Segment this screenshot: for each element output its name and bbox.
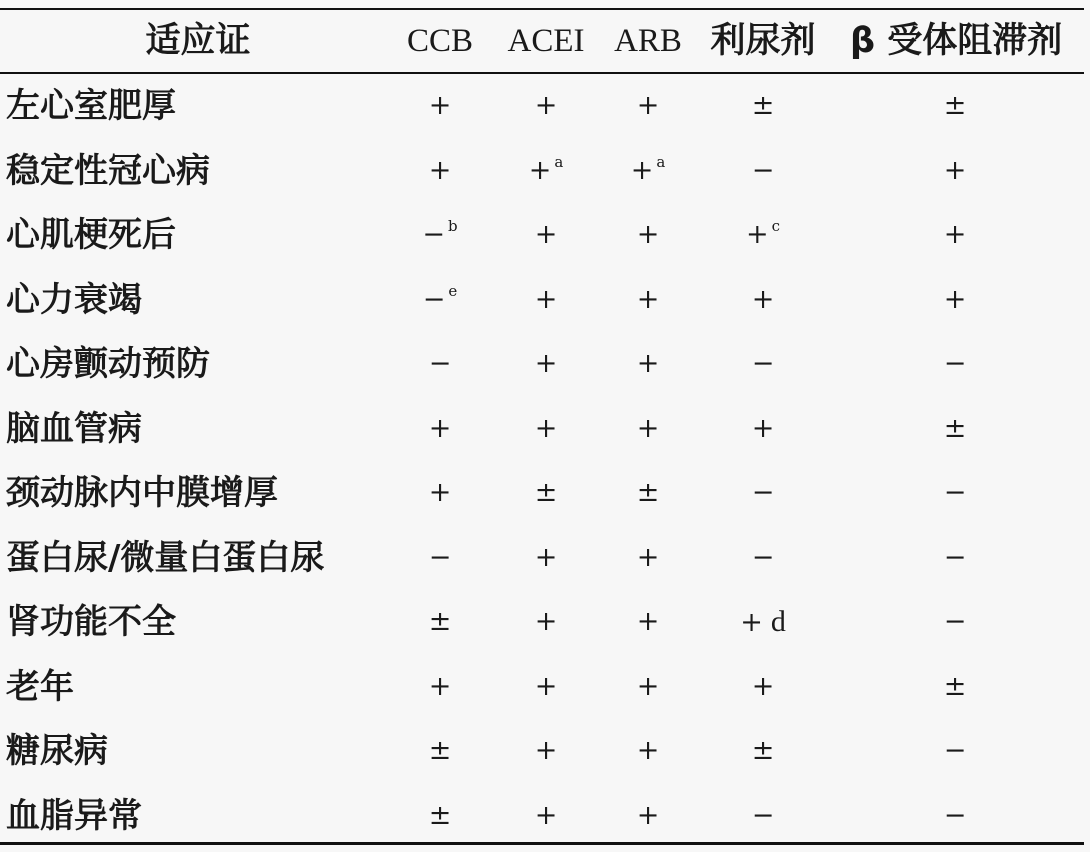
cell-value: ± xyxy=(943,670,967,702)
cell-beta-blocker xyxy=(850,203,1060,268)
cell-value: + xyxy=(534,412,558,444)
cell-arb xyxy=(588,526,708,591)
table-row xyxy=(0,268,1090,333)
cell-arb xyxy=(588,332,708,397)
cell-ccb xyxy=(380,203,500,268)
row-label: 左心室肥厚 xyxy=(6,86,176,126)
cell-beta-blocker xyxy=(850,332,1060,397)
cell-value: + xyxy=(636,90,660,121)
cell-value: + xyxy=(751,283,775,315)
header-ccb: CCB xyxy=(406,23,474,59)
table-header-row xyxy=(0,10,1090,72)
footnote-marker: a xyxy=(656,152,666,171)
cell-diuretic xyxy=(700,526,826,591)
cell-value: + xyxy=(534,670,558,702)
cell-ccb xyxy=(380,397,500,462)
cell-diuretic xyxy=(700,268,826,333)
cell-ccb xyxy=(380,784,500,849)
cell-beta-blocker xyxy=(850,719,1060,784)
cell-value: ± xyxy=(428,799,452,831)
cell-value: + xyxy=(534,90,558,121)
cell-diuretic xyxy=(700,655,826,720)
row-label: 糖尿病 xyxy=(6,731,108,771)
cell-arb xyxy=(588,74,708,139)
footnote-marker: b xyxy=(448,217,458,235)
cell-diuretic xyxy=(700,784,826,849)
cell-beta-blocker xyxy=(850,268,1060,333)
table-row xyxy=(0,397,1090,462)
cell-ccb xyxy=(380,461,500,526)
row-label: 心肌梗死后 xyxy=(6,215,176,255)
table-row xyxy=(0,139,1090,204)
cell-value: + xyxy=(428,412,452,444)
cell-value: ± xyxy=(943,412,967,444)
cell-value: − xyxy=(943,477,967,508)
cell-value: + xyxy=(636,219,660,250)
cell-value: ± xyxy=(428,606,452,637)
footnote-marker: c xyxy=(771,217,781,235)
cell-ccb xyxy=(380,332,500,397)
cell-value: − xyxy=(943,735,967,766)
cell-value: + xyxy=(636,348,660,379)
cell-diuretic xyxy=(700,461,826,526)
cell-value: − xyxy=(422,219,445,250)
row-label: 血脂异常 xyxy=(6,795,142,836)
cell-ccb xyxy=(380,268,500,333)
cell-value: − xyxy=(428,348,452,379)
cell-value: + xyxy=(534,606,558,637)
footnote-marker: d xyxy=(770,605,786,638)
cell-value: + xyxy=(528,154,552,186)
cell-value: + xyxy=(636,799,660,831)
cell-ccb xyxy=(380,74,500,139)
cell-value: ± xyxy=(636,477,660,508)
cell-value: + xyxy=(630,154,654,186)
cell-ccb xyxy=(380,719,500,784)
cell-value: + xyxy=(636,412,660,444)
cell-value: ± xyxy=(751,735,775,766)
footnote-marker: e xyxy=(448,281,458,300)
cell-diuretic xyxy=(700,74,826,139)
table-body xyxy=(0,74,1090,848)
cell-value: − xyxy=(422,283,446,315)
cell-arb xyxy=(588,397,708,462)
cell-value: + xyxy=(636,735,660,766)
table-row xyxy=(0,332,1090,397)
cell-beta-blocker xyxy=(850,139,1060,204)
table-row xyxy=(0,655,1090,720)
cell-value: + xyxy=(428,154,452,186)
cell-value: − xyxy=(943,348,967,379)
cell-diuretic xyxy=(700,203,826,268)
cell-value: − xyxy=(943,606,967,637)
cell-value: + xyxy=(745,219,769,250)
cell-beta-blocker xyxy=(850,655,1060,720)
cell-ccb xyxy=(380,526,500,591)
cell-diuretic xyxy=(700,397,826,462)
cell-value: + xyxy=(428,670,452,702)
cell-beta-blocker xyxy=(850,590,1060,655)
cell-arb xyxy=(588,590,708,655)
table-row xyxy=(0,719,1090,784)
cell-diuretic xyxy=(700,590,826,655)
cell-arb xyxy=(588,784,708,849)
cell-value: + xyxy=(751,412,775,444)
cell-value: − xyxy=(751,154,775,186)
cell-value: + xyxy=(636,606,660,637)
header-diuretic: 利尿剂 xyxy=(710,21,816,61)
cell-diuretic xyxy=(700,719,826,784)
cell-value: − xyxy=(943,799,967,831)
table-row xyxy=(0,784,1090,849)
cell-beta-blocker xyxy=(850,461,1060,526)
row-label: 肾功能不全 xyxy=(6,602,176,642)
cell-value: − xyxy=(751,477,775,508)
footnote-marker: a xyxy=(554,152,564,171)
row-label: 心力衰竭 xyxy=(6,279,142,320)
cell-value: + xyxy=(534,541,558,573)
table-row xyxy=(0,526,1090,591)
header-acei: ACEI xyxy=(507,23,585,59)
cell-beta-blocker xyxy=(850,784,1060,849)
header-beta-blocker: β 受体阻滞剂 xyxy=(850,21,1063,61)
row-label: 稳定性冠心病 xyxy=(6,150,210,191)
cell-value: ± xyxy=(751,90,775,121)
cell-value: + xyxy=(428,90,452,121)
cell-value: + xyxy=(534,799,558,831)
table-row xyxy=(0,203,1090,268)
cell-diuretic xyxy=(700,139,826,204)
cell-value: + xyxy=(428,477,452,508)
cell-value: + xyxy=(534,283,558,315)
cell-ccb xyxy=(380,655,500,720)
cell-value: + xyxy=(534,219,558,250)
cell-value: + xyxy=(636,541,660,573)
cell-arb xyxy=(588,268,708,333)
header-arb: ARB xyxy=(614,23,682,59)
table-row xyxy=(0,74,1090,139)
cell-arb xyxy=(588,461,708,526)
cell-arb xyxy=(588,655,708,720)
table-bottom-rule xyxy=(0,842,1084,845)
cell-value: + xyxy=(534,348,558,379)
table-row xyxy=(0,461,1090,526)
row-label: 颈动脉内中膜增厚 xyxy=(6,473,278,513)
cell-value: − xyxy=(943,541,967,573)
cell-arb xyxy=(588,719,708,784)
cell-arb xyxy=(588,203,708,268)
row-label: 蛋白尿/微量白蛋白尿 xyxy=(6,537,325,578)
cell-value: − xyxy=(751,348,775,379)
cell-beta-blocker xyxy=(850,397,1060,462)
row-label: 心房颤动预防 xyxy=(6,344,210,384)
cell-value: − xyxy=(428,541,452,573)
cell-value: + xyxy=(751,670,775,702)
cell-diuretic xyxy=(700,332,826,397)
cell-value: + xyxy=(943,219,967,250)
cell-value: ± xyxy=(943,90,967,121)
cell-beta-blocker xyxy=(850,526,1060,591)
cell-value: + xyxy=(740,607,763,638)
cell-value: ± xyxy=(534,477,558,508)
cell-value: − xyxy=(751,799,775,831)
row-label: 老年 xyxy=(6,666,74,707)
cell-beta-blocker xyxy=(850,74,1060,139)
cell-ccb xyxy=(380,139,500,204)
table-row xyxy=(0,590,1090,655)
cell-value: + xyxy=(943,154,967,186)
header-indication: 适应证 xyxy=(145,21,251,61)
cell-value: − xyxy=(751,541,775,573)
cell-arb xyxy=(588,139,708,204)
cell-value: + xyxy=(636,283,660,315)
cell-ccb xyxy=(380,590,500,655)
cell-value: + xyxy=(636,670,660,702)
cell-value: + xyxy=(943,283,967,315)
row-label: 脑血管病 xyxy=(6,408,142,449)
cell-value: + xyxy=(534,735,558,766)
cell-value: ± xyxy=(428,735,452,766)
